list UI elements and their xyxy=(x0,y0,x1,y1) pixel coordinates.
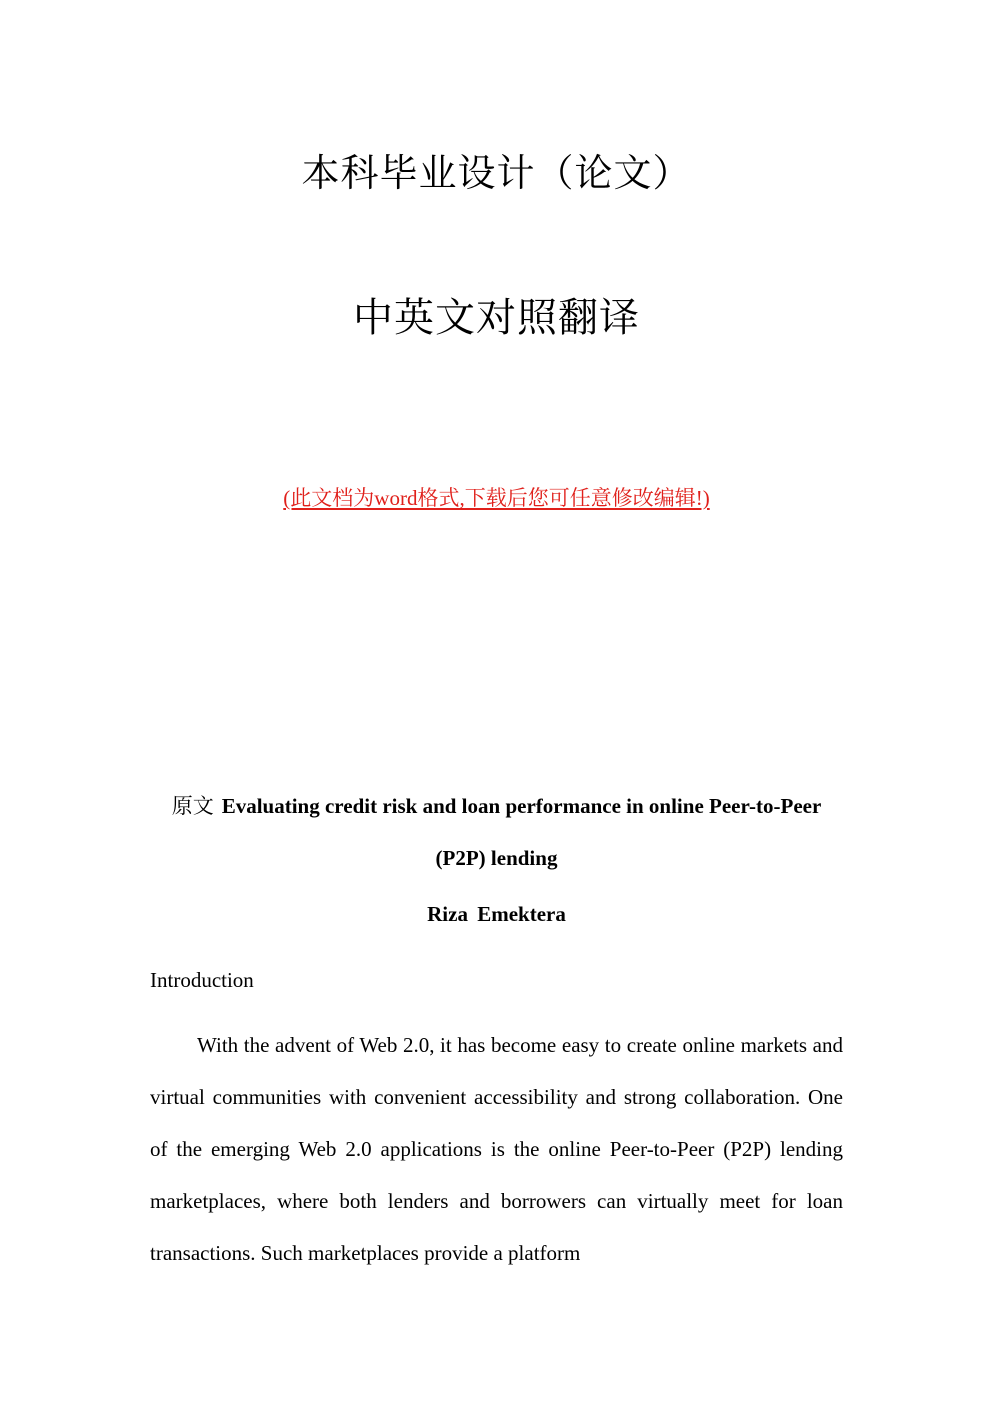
format-notice: (此文档为word格式,下载后您可任意修改编辑!) xyxy=(283,486,710,510)
document-subtitle: 中英文对照翻译 xyxy=(353,295,640,341)
paper-title-block xyxy=(150,780,843,884)
document-title: 本科毕业设计（论文） xyxy=(301,151,692,195)
original-text-label: 原文 xyxy=(171,794,214,818)
author-name: Riza Emektera xyxy=(427,902,566,926)
paper-title: Evaluating credit risk and loan performance in online Peer-to-Peer (P2P) lending xyxy=(221,794,822,870)
section-heading: Introduction xyxy=(150,968,254,992)
body-paragraph: With the advent of Web 2.0, it has become easy to create online markets and virtual communities with convenient accessibility and strong collaboration. One of the emerging Web 2.0 applications is the online Peer-to-Peer (P2P) lending marketplaces, where both lenders and borrowers can virtually meet for loan transactions. Such marketplaces provide a platform xyxy=(150,1033,843,1265)
